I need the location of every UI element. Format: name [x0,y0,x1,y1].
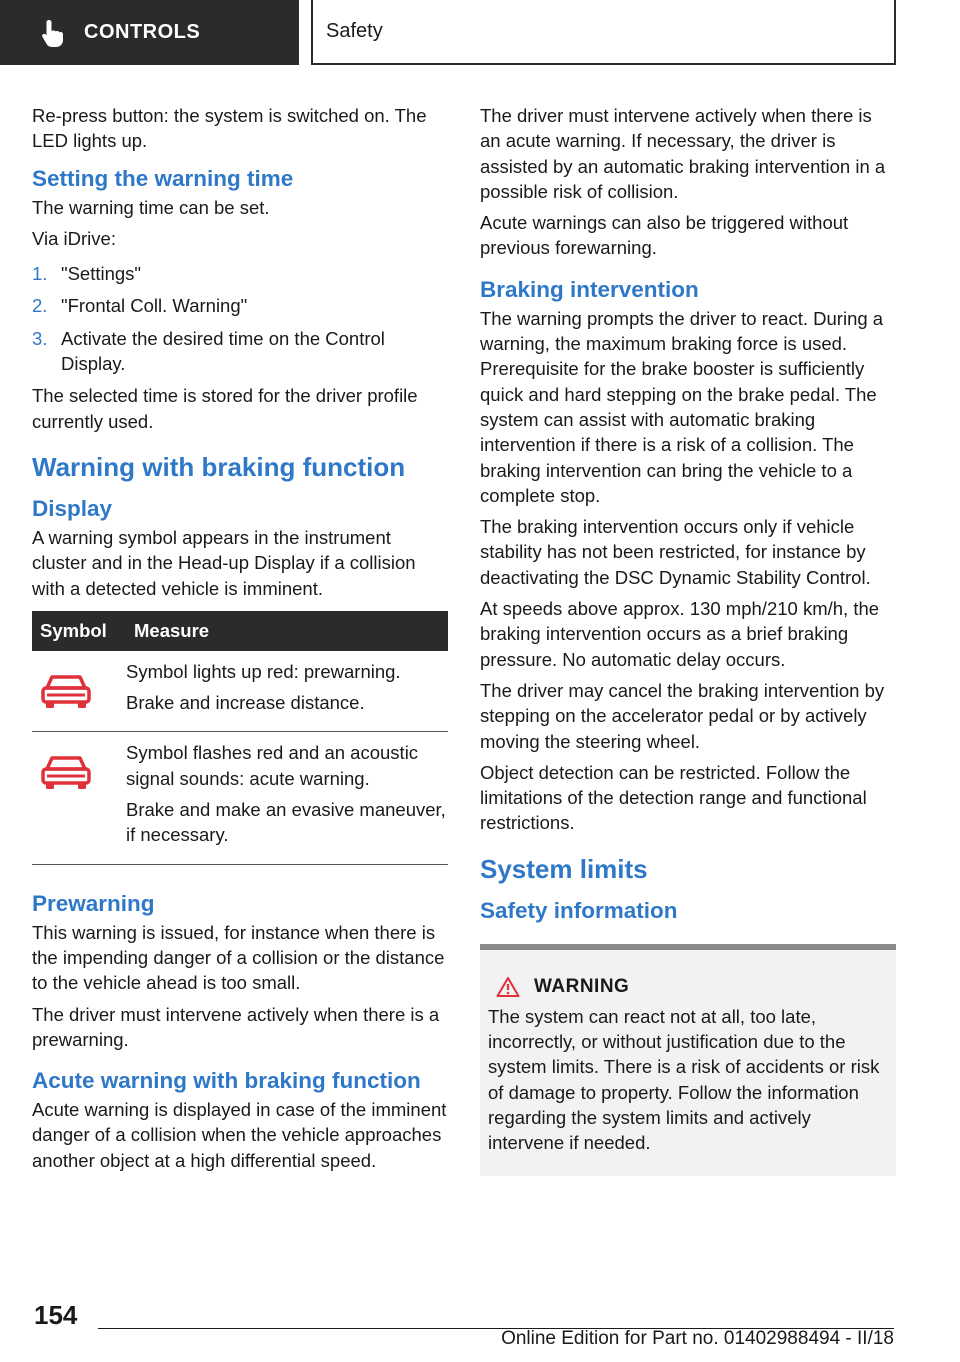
paragraph-object-detection: Object detection can be restricted. Follow the limitations of the detection range and functional restrictions. [480,761,867,834]
paragraph-driver-acute: The driver must intervene actively when there is an acute warning. If necessary, the driver is assisted by an automatic braking intervention in a possible risk of collision. [480,105,886,202]
paragraph-repress: Re-press button: the system is switched on. The LED lights up. [32,105,427,152]
symbol-table [32,611,448,865]
chapter-tab [0,0,299,65]
hand-pointer-icon [40,18,66,48]
car-warning-icon [40,673,92,711]
measure-line: Symbol flashes red and an acoustic signal sounds: acute warning. [126,742,419,789]
column-header-symbol: Symbol [32,611,126,651]
heading-prewarning: Prewarning [32,890,155,916]
paragraph-acute-warning: Acute warning is displayed in case of the imminent danger of a collision when the vehicle approaches another object at a high differential speed. [32,1099,447,1171]
paragraph-braking: The warning prompts the driver to react. During a warning, the maximum braking force is used. Prerequisite for the brake booster is sufficiently quick and hard stepping on the brake pedal. The system can assist with automatic braking intervention if there is a risk of a collision. The braking intervention can bring the vehicle to a complete stop. [480,307,884,506]
list-item [32,293,448,318]
page-header [0,0,960,66]
section-tab [311,0,896,65]
heading-braking-intervention: Braking intervention [480,276,699,302]
steps-list [32,261,448,376]
warning-triangle-icon [496,976,520,998]
measure-cell [126,732,448,864]
warning-box [480,944,896,1176]
paragraph-speeds: At speeds above approx. 130 mph/210 km/h, the braking intervention occurs as a brief braking pressure. No automatic delay occurs. [480,598,880,670]
list-item [32,261,448,286]
step-text: "Frontal Coll. Warning" [61,295,248,317]
step-text: Activate the desired time on the Control Display. [61,327,385,375]
measure-line: Symbol lights up red: prewarning. [126,660,401,682]
paragraph-stored: The selected time is stored for the driver profile currently used. [32,385,418,432]
page-number: 154 [34,1300,78,1330]
warning-header [488,976,888,998]
table-header-row [32,611,448,651]
table-row [32,651,448,732]
edition-text: Online Edition for Part no. 01402988494 - II/18 [501,1328,894,1349]
paragraph-can-set: The warning time can be set. [32,196,270,218]
warning-text: The system can react not at all, too late, incorrectly, or without justification due to the system limits. There is a risk of accidents or risk of damage to property. Follow the information regarding the system limits and actively intervene if needed. [488,1005,880,1154]
heading-warning-braking: Warning with braking function [32,451,406,482]
paragraph-prewarning-1: This warning is issued, for instance when there is the impending danger of a collision or the distance to the vehicle ahead is too small. [32,921,445,994]
right-column [480,103,896,1176]
chapter-label: CONTROLS [84,21,201,43]
table-row [32,732,448,864]
paragraph-no-forewarning: Acute warnings can also be triggered without previous forewarning. [480,212,849,259]
symbol-cell [32,732,126,864]
paragraph-display: A warning symbol appears in the instrument cluster and in the Head-up Display if a collision with a detected vehicle is imminent. [32,526,416,599]
paragraph-stability: The braking intervention occurs only if vehicle stability has not been restricted, for instance by deactivating the DSC Dynamic Stability Control. [480,516,871,588]
measure-line: Brake and increase distance. [126,692,365,714]
paragraph-cancel: The driver may cancel the braking intervention by stepping on the accelerator pedal or by actively moving the steering wheel. [480,679,885,752]
section-label: Safety [326,20,383,42]
column-header-measure: Measure [126,611,448,651]
car-warning-icon [40,754,92,792]
step-number: 2. [32,295,48,317]
step-number: 3. [32,327,48,349]
symbol-cell [32,651,126,732]
heading-warning-time: Setting the warning time [32,165,294,191]
step-number: 1. [32,263,48,285]
paragraph-prewarning-2: The driver must intervene actively when there is a prewarning. [32,1003,440,1050]
step-text: "Settings" [61,263,141,285]
heading-system-limits: System limits [480,853,648,884]
measure-line: Brake and make an evasive maneuver, if necessary. [126,799,446,846]
heading-acute-warning: Acute warning with braking function [32,1068,421,1094]
heading-display: Display [32,495,113,521]
warning-label: WARNING [534,975,630,997]
list-item [32,326,448,377]
left-column [32,103,448,1179]
measure-cell [126,651,448,732]
paragraph-via-idrive: Via iDrive: [32,227,116,249]
heading-safety-information: Safety information [480,897,678,923]
